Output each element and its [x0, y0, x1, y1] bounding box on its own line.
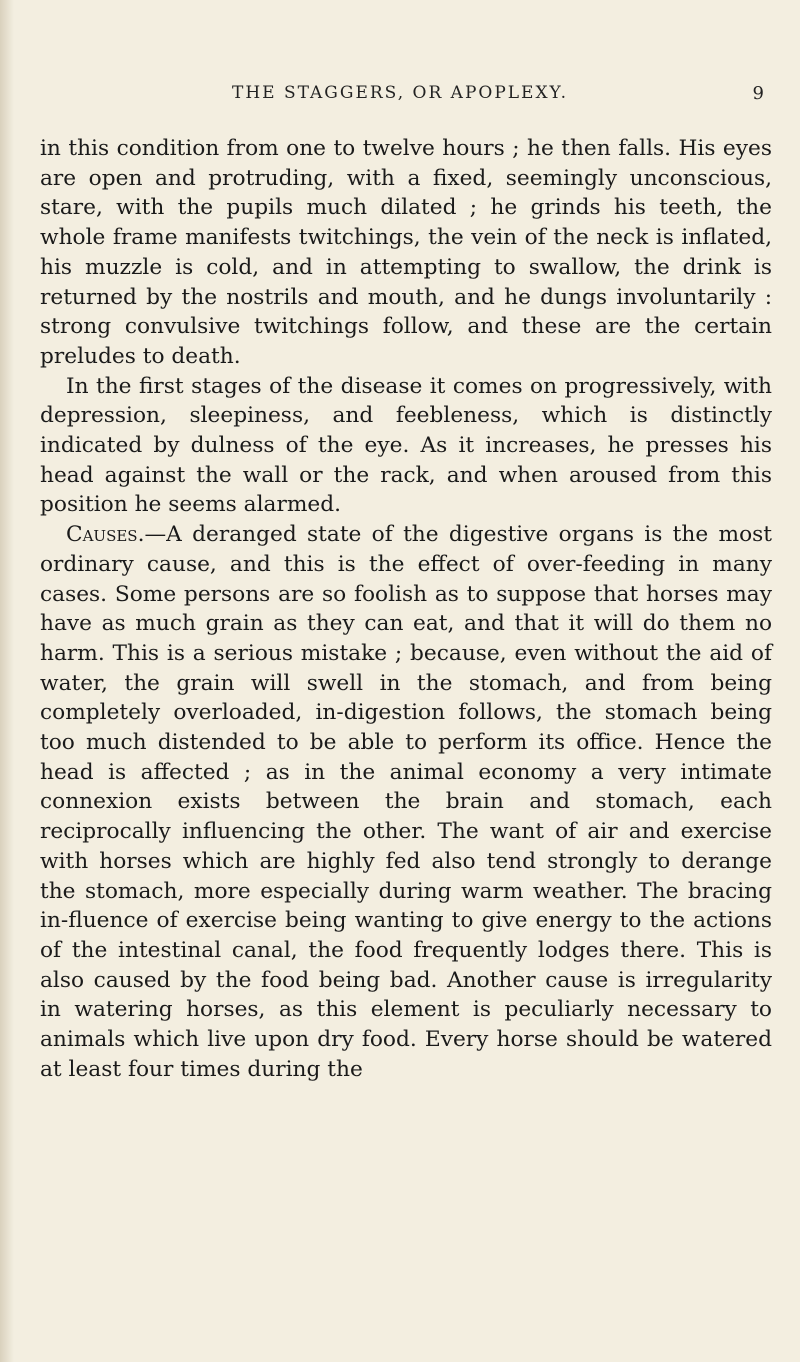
running-title: THE STAGGERS, OR APOPLEXY.	[232, 83, 568, 103]
paragraph-first-stages: In the first stages of the disease it comes on progressively, with depression, sleepiness, and feebleness, which is distinctly indicated by dulness of the eye. As it increases, he presses his head against the wall or the rack, and when aroused from this position he seems alarmed.	[40, 373, 772, 518]
paragraph-causes	[40, 520, 772, 1084]
section-heading-causes: Causes.	[66, 522, 145, 548]
paragraph-causes-text: —A deranged state of the digestive organs is the most ordinary cause, and this is the effect of over-feeding in many cases. Some persons are so foolish as to suppose that horses may have as much grain as they can eat, and that it will do them no harm. This is a serious mistake ; because, even without the aid of water, the grain will swell in the stomach, and from being completely overloaded, in-digestion follows, the stomach being too much distended to be able to perform its office. Hence the head is affected ; as in the animal economy a very intimate connexion exists between the brain and stomach, each reciprocally influencing the other. The want of air and exercise with horses which are highly fed also tend strongly to derange the stomach, more especially during warm weather. The bracing in-fluence of exercise being wanting to give energy to the actions of the intestinal canal, the food frequently lodges there. This is also caused by the food being bad. Another cause is irregularity in watering horses, as this element is peculiarly necessary to animals which live upon dry food. Every horse should be watered at least four times during the	[40, 522, 772, 1082]
page-fold-shadow	[0, 0, 14, 1362]
paragraph-continuation: in this condition from one to twelve hours ; he then falls. His eyes are open and protruding, with a fixed, seemingly unconscious, stare, with the pupils much dilated ; he grinds his teeth, the whole frame manifests twitchings, the vein of the neck is inflated, his muzzle is cold, and in attempting to swallow, the drink is returned by the nostrils and mouth, and he dungs involuntarily : strong convulsive twitchings follow, and these are the certain preludes to death.	[40, 136, 772, 369]
page-number: 9	[752, 83, 764, 104]
page-header	[0, 83, 800, 113]
body-text	[40, 134, 772, 1085]
